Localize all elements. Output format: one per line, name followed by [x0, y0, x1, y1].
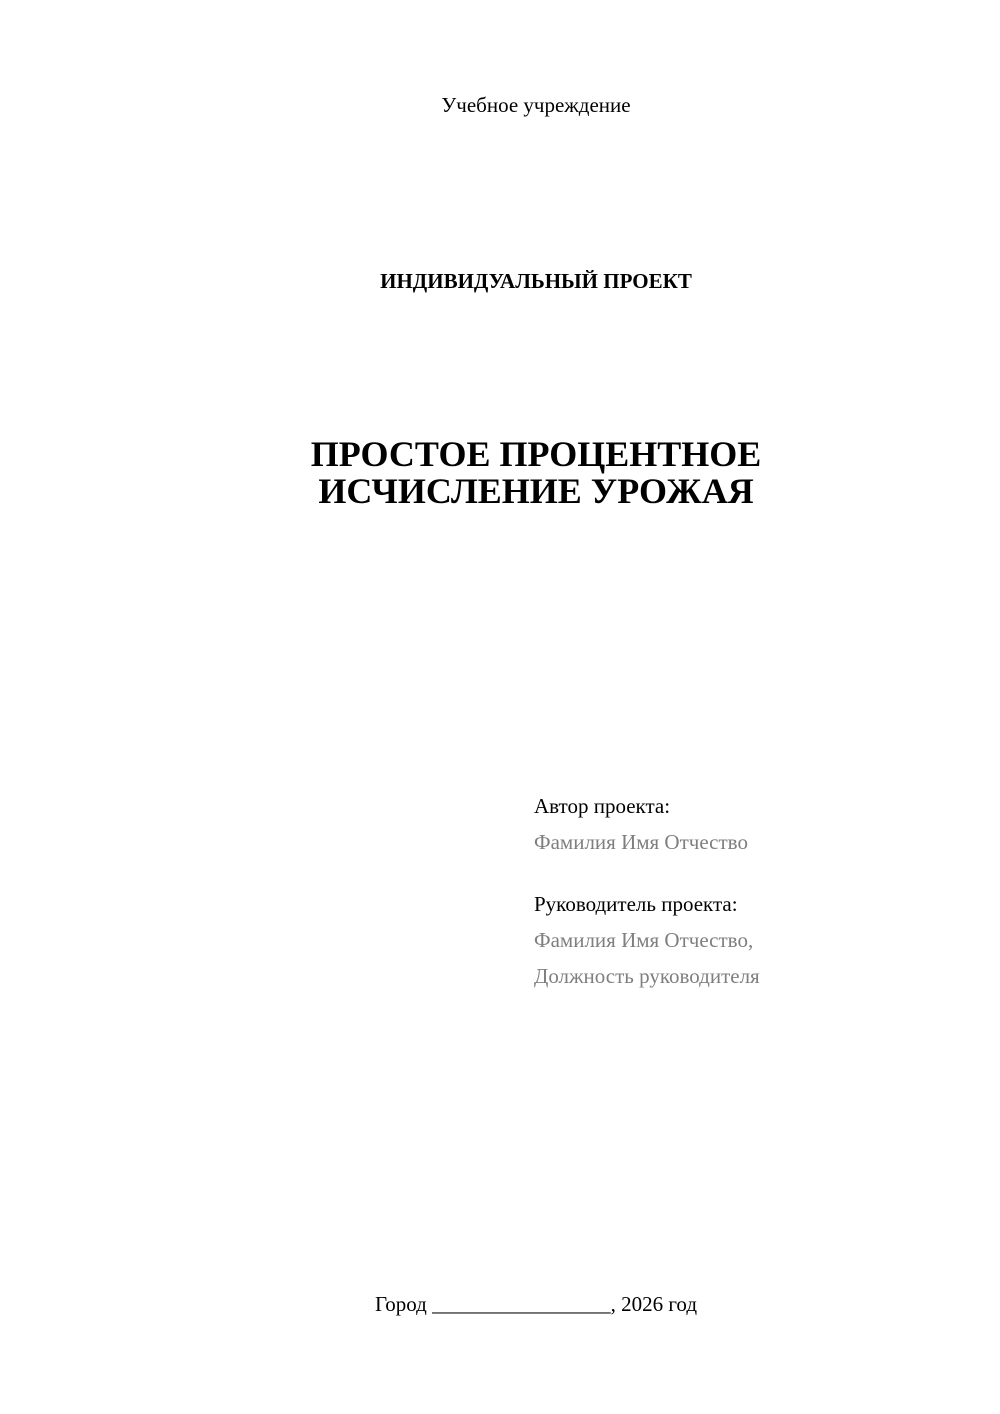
supervisor-label: Руководитель проекта:: [534, 892, 738, 916]
document-type: ИНДИВИДУАЛЬНЫЙ ПРОЕКТ: [380, 269, 692, 293]
project-title-line-1: ПРОСТОЕ ПРОЦЕНТНОЕ: [310, 434, 762, 474]
project-title: [0, 436, 1000, 510]
institution-name: Учебное учреждение: [441, 93, 631, 117]
author-name: Фамилия Имя Отчество: [534, 830, 748, 854]
project-title-line-2: ИСЧИСЛЕНИЕ УРОЖАЯ: [318, 471, 754, 511]
supervisor-name: Фамилия Имя Отчество,: [534, 928, 754, 952]
spacer: [534, 860, 954, 886]
supervisor-position: Должность руководителя: [534, 964, 760, 988]
project-info-block: [534, 788, 954, 994]
city-year-line: Город _________________, 2026 год: [374, 1292, 698, 1316]
author-label: Автор проекта:: [534, 794, 671, 818]
